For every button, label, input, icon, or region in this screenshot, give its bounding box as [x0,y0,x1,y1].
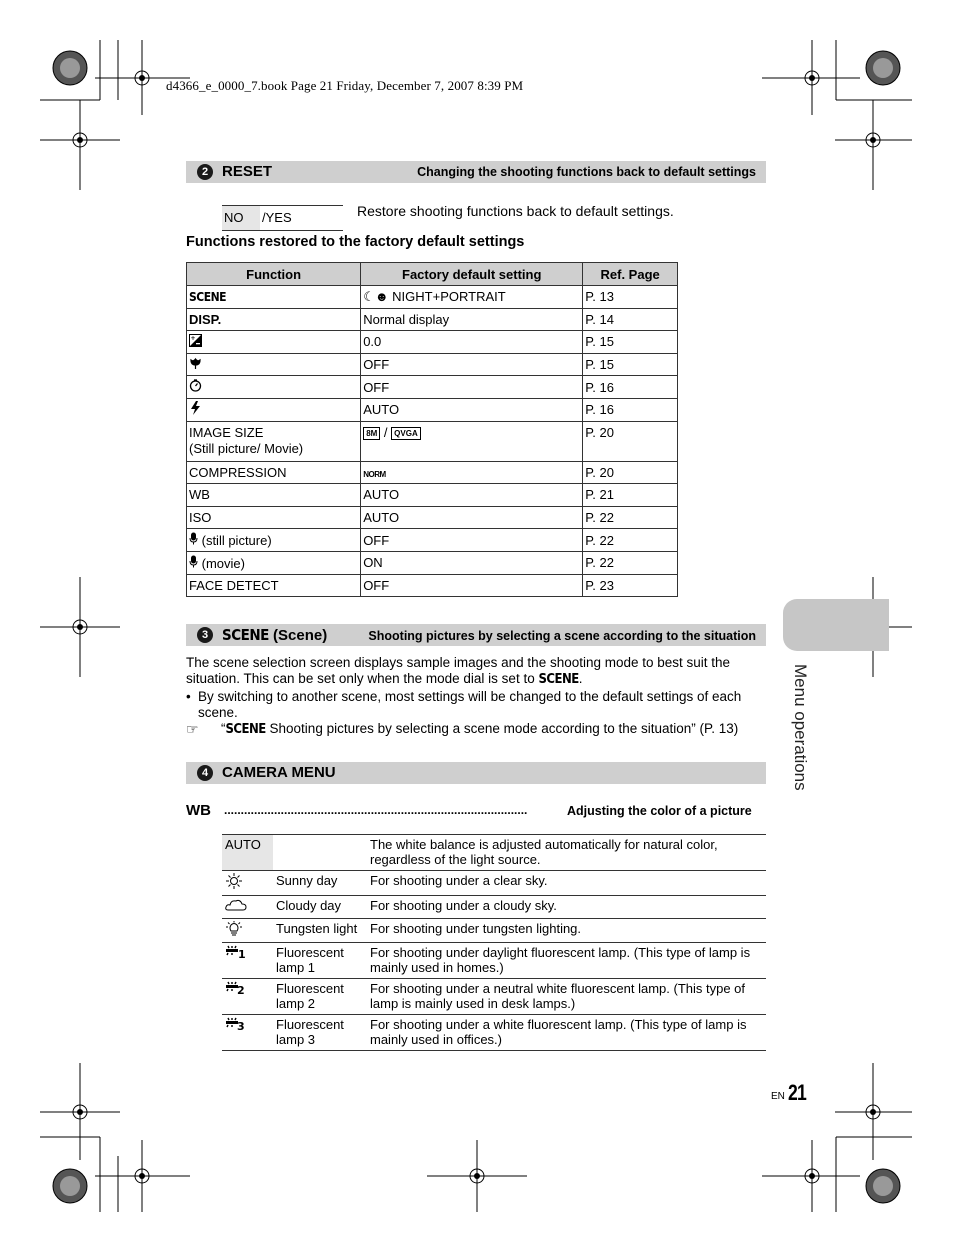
function-cell: WB [187,484,361,507]
svg-text:1: 1 [238,948,245,959]
pointing-hand-icon: ☞ [186,721,199,737]
defaults-table [186,262,678,597]
section-subtitle: Shooting pictures by selecting a scene according to the situation [368,629,756,643]
page-cell: P. 13 [583,286,678,309]
column-header: Function [187,263,361,286]
section-subtitle: Changing the shooting functions back to default settings [417,165,756,179]
scene-paragraph [186,655,766,688]
setting-cell: 0.0 [361,331,583,354]
setting-cell: AUTO [361,506,583,529]
page-cell: P. 20 [583,461,678,484]
section-title: CAMERA MENU [222,764,336,781]
microphone-icon [189,555,198,568]
function-cell [187,421,361,461]
option-yes: /YES [262,210,292,225]
table-row [187,398,678,421]
page-cell: P. 15 [583,353,678,376]
wb-icon-cell: AUTO [222,835,273,871]
table-row [222,919,766,943]
wb-icon-cell [222,919,273,943]
table-row [187,331,678,354]
table-row [187,353,678,376]
wb-name-cell: Sunny day [273,871,367,896]
defaults-heading: Functions restored to the factory default settings [186,234,525,250]
wb-name-cell: Fluorescent lamp 3 [273,1015,367,1051]
setting-cell [361,421,583,461]
table-row [187,421,678,461]
table-row [187,574,678,597]
page-cell: P. 16 [583,398,678,421]
page-cell: P. 21 [583,484,678,507]
night-portrait-icon: ☾☻ [363,288,389,304]
sun-icon [225,873,243,889]
paragraph-text-end: . [578,671,583,686]
setting-cell: OFF [361,376,583,399]
wb-desc-cell: For shooting under tungsten lighting. [367,919,766,943]
camera-menu-section-bar [186,762,766,784]
page-cell: P. 22 [583,529,678,552]
side-tab [783,599,889,651]
setting-cell [361,461,583,484]
table-row [187,376,678,399]
no-yes-options [222,205,343,231]
function-label: (still picture) [198,533,272,549]
setting-value: NIGHT+PORTRAIT [392,288,506,304]
function-cell [187,286,361,309]
page-cell: P. 22 [583,551,678,574]
self-timer-icon [189,379,202,392]
wb-icon-cell [222,1015,273,1051]
function-cell: ISO [187,506,361,529]
scene-reference [186,721,766,738]
wb-icon-cell [222,979,273,1015]
fluorescent-1-icon [225,945,245,959]
table-row [187,484,678,507]
section-title [222,626,327,644]
function-cell [187,529,361,552]
table-row [222,979,766,1015]
wb-desc-cell: For shooting under a white fluorescent lamp. (This type of lamp is mainly used in offices.) [367,1015,766,1051]
reference-quote: “ [221,721,226,736]
table-row [222,835,766,871]
side-tab-label [780,664,820,824]
page-cell: P. 15 [583,331,678,354]
flash-icon [189,401,202,415]
language-code: EN [771,1091,785,1102]
wb-desc-cell: For shooting under daylight fluorescent lamp. (This type of lamp is mainly used in homes.) [367,943,766,979]
section-title-text: (Scene) [273,627,328,644]
function-cell: FACE DETECT [187,574,361,597]
table-header-row [187,263,678,286]
wb-name-cell: Fluorescent lamp 1 [273,943,367,979]
table-row [187,551,678,574]
setting-cell: OFF [361,529,583,552]
section-number: 4 [197,765,213,781]
page-cell: P. 14 [583,308,678,331]
svg-text:3: 3 [237,1020,245,1031]
setting-cell: OFF [361,353,583,376]
scene-section-bar [186,624,766,646]
table-row [222,871,766,896]
reset-section-bar [186,161,766,183]
scene-bullet [186,689,766,721]
function-label-sub: (Still picture/ Movie) [189,440,304,456]
setting-cell: OFF [361,574,583,597]
page-cell: P. 22 [583,506,678,529]
scene-icon: SCENE [222,626,269,644]
function-cell [187,353,361,376]
function-cell [187,376,361,399]
page-cell: P. 23 [583,574,678,597]
page-cell: P. 20 [583,421,678,461]
wb-desc-cell: The white balance is adjusted automatically for natural color, regardless of the light source. [367,835,766,871]
svg-text:+: + [190,334,196,342]
table-row [187,286,678,309]
image-size-qvga-icon: QVGA [391,427,421,440]
section-number: 2 [197,164,213,180]
reset-description: Restore shooting functions back to default settings. [357,203,674,219]
paragraph-text: The scene selection screen displays sample images and the shooting mode to best suit the situation. This can be set only when the mode dial is set to [186,655,731,686]
table-row [222,1015,766,1051]
wb-leader-dots: ........................................................................................... [224,803,528,817]
section-number: 3 [197,627,213,643]
fluorescent-3-icon [225,1017,245,1031]
wb-desc-cell: For shooting under a clear sky. [367,871,766,896]
table-row [222,943,766,979]
scene-icon: SCENE [538,672,579,687]
separator: / [380,424,392,440]
reference-text: Shooting pictures by selecting a scene mode according to the situation” (P. 13) [265,721,739,736]
function-label: IMAGE SIZE [189,424,264,440]
macro-icon [189,357,202,370]
scene-icon: SCENE [189,290,226,305]
side-tab-text: Menu operations [791,664,810,791]
svg-text:2: 2 [237,984,245,995]
wb-name-cell [273,835,367,871]
page-number-value: 21 [788,1080,806,1105]
scene-icon: SCENE [225,722,266,737]
microphone-icon [189,532,198,545]
function-cell: DISP. [187,308,361,331]
compression-normal-icon: NORM [363,469,386,479]
wb-name-cell: Fluorescent lamp 2 [273,979,367,1015]
table-row [222,896,766,919]
wb-icon-cell [222,943,273,979]
wb-description: Adjusting the color of a picture [567,804,752,818]
exposure-compensation-icon [189,334,202,347]
table-row [187,461,678,484]
function-label: (movie) [198,555,245,571]
wb-desc-cell: For shooting under a cloudy sky. [367,896,766,919]
white-balance-table [222,834,766,1051]
bullet-icon: • [186,689,191,704]
setting-cell: AUTO [361,484,583,507]
column-header: Ref. Page [583,263,678,286]
wb-name-cell: Tungsten light [273,919,367,943]
setting-cell: AUTO [361,398,583,421]
bullet-text: By switching to another scene, most settings will be changed to the default settings of each scene. [198,689,742,720]
page-cell: P. 16 [583,376,678,399]
print-header: d4366_e_0000_7.book Page 21 Friday, December 7, 2007 8:39 PM [166,78,524,93]
table-row [187,529,678,552]
function-cell: COMPRESSION [187,461,361,484]
setting-cell [361,286,583,309]
function-cell [187,398,361,421]
fluorescent-2-icon [225,981,245,995]
setting-cell: ON [361,551,583,574]
wb-name-cell: Cloudy day [273,896,367,919]
function-cell [187,551,361,574]
table-row [187,308,678,331]
wb-icon-cell [222,871,273,896]
tungsten-icon [225,921,243,936]
wb-label: WB [186,802,211,819]
column-header: Factory default setting [361,263,583,286]
wb-icon-cell [222,896,273,919]
cloud-icon [225,898,247,912]
wb-desc-cell: For shooting under a neutral white fluorescent lamp. (This type of lamp is mainly used in desk lamps.) [367,979,766,1015]
table-row [187,506,678,529]
image-size-8m-icon: 8M [363,427,380,440]
option-no: NO [222,206,260,230]
function-cell [187,331,361,354]
section-title: RESET [222,163,273,180]
setting-cell: Normal display [361,308,583,331]
